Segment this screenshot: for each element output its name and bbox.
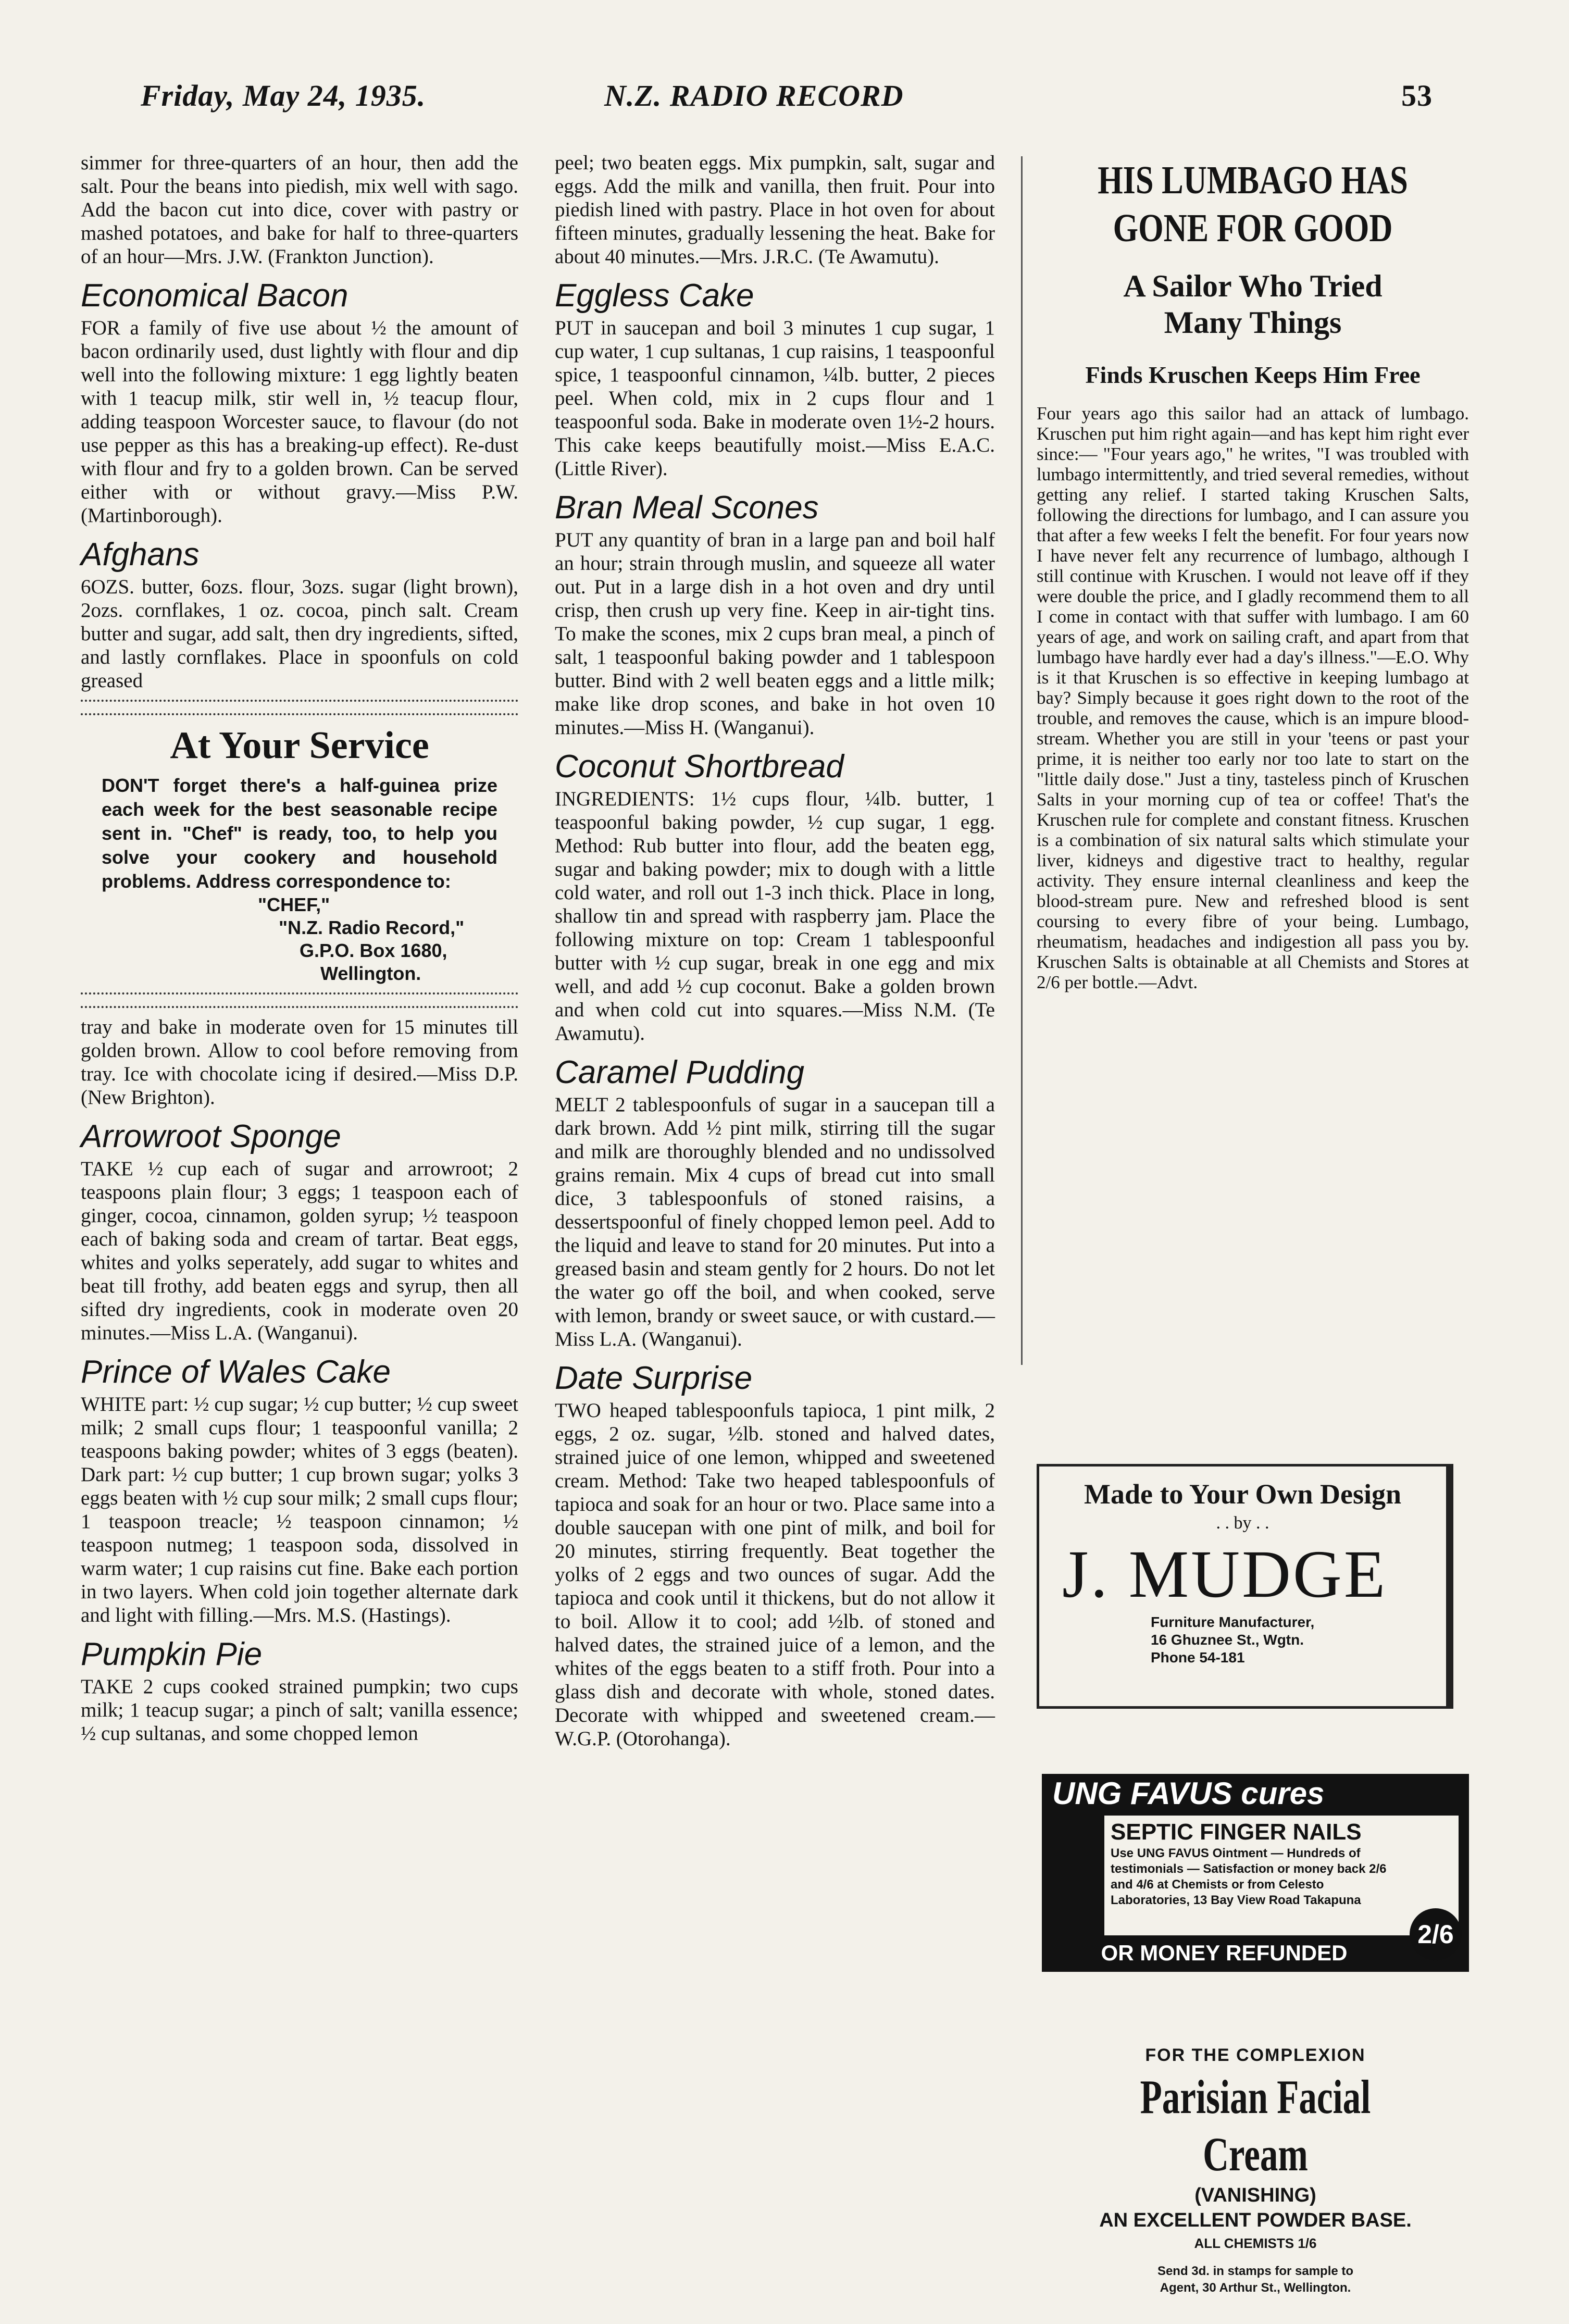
ung-title: UNG FAVUS cures: [1052, 1776, 1325, 1811]
ung-text: Use UNG FAVUS Ointment — Hundreds of testimonials — Satisfaction or money back 2/6 and 4/6 at Chemists or from Celesto Laboratories, 13 Bay View Road Takapuna: [1111, 1846, 1387, 1907]
service-address: [102, 893, 497, 985]
service-title: At Your Service: [170, 724, 429, 767]
recipe-title-prince: Prince of Wales Cake: [81, 1354, 391, 1390]
parisian-name: Parisian Facial Cream: [1140, 2070, 1371, 2181]
recipe-text-eggless: PUT in saucepan and boil 3 minutes 1 cup sugar, 1 cup water, 1 cup sultanas, 1 cup raisins, 1 teaspoonful spice, 1 teaspoonful cinnamon, ¼lb. butter, 2 pieces peel. When cold, mix in 2 cups flour and 1 teaspoonful soda. Bake in moderate oven 1½-2 hours. This cake keeps beautifully moist.—Miss E.A.C. (Little River).: [555, 317, 995, 480]
headline-line: GONE FOR GOOD: [1113, 206, 1393, 250]
mudge-line: Furniture Manufacturer,: [1151, 1614, 1315, 1630]
recipe-title-eggless: Eggless Cake: [555, 278, 754, 314]
mudge-name: J. MUDGE: [1062, 1537, 1388, 1612]
ung-panel: [1104, 1816, 1459, 1949]
mudge-line: 16 Ghuznee St., Wgtn.: [1151, 1632, 1304, 1648]
recipe-text-afghans: 6OZS. butter, 6ozs. flour, 3ozs. sugar (light brown), 2ozs. cornflakes, 1 oz. cocoa, pinch salt. Cream butter and sugar, add salt, then dry ingredients, sifted, and lastly cornflakes. Place in spoonfuls on cold greased: [81, 576, 518, 692]
recipe-title-pumpkin: Pumpkin Pie: [81, 1636, 263, 1672]
service-text: DON'T forget there's a half-guinea prize each week for the best seasonable recipe sent in. "Chef" is ready, too, to help you solve your cookery and household problems. Address correspondence to:: [102, 775, 497, 892]
service-box: [81, 723, 518, 985]
recipe-title-caramel: Caramel Pudding: [555, 1054, 805, 1090]
recipe-title-date: Date Surprise: [555, 1360, 753, 1396]
pumpkin-continued: peel; two beaten eggs. Mix pumpkin, salt, sugar and eggs. Add the milk and vanilla, then fruit. Pour into piedish lined with pastry. Place in hot oven for about fifteen minutes, gradually lessening the heat. Bake for about 40 minutes.—Mrs. J.R.C. (Te Awamutu).: [555, 152, 995, 268]
column-1: [81, 151, 518, 1745]
ung-subtitle: SEPTIC FINGER NAILS: [1111, 1819, 1362, 1845]
parisian-advert: [1042, 2042, 1469, 2295]
bean-recipe-continued: simmer for three-quarters of an hour, then add the salt. Pour the beans into piedish, mix well with sago. Add the bacon cut into dice, cover with pastry or mashed potatoes, and bake for half to three-quarters of an hour—Mrs. J.W. (Frankton Junction).: [81, 152, 518, 268]
recipe-title-bran: Bran Meal Scones: [555, 490, 819, 526]
recipe-title-coconut: Coconut Shortbread: [555, 749, 844, 785]
mudge-advert: [1037, 1464, 1453, 1709]
parisian-send: Send 3d. in stamps for sample to: [1157, 2264, 1354, 2278]
subheadline: Many Things: [1164, 305, 1342, 340]
recipe-text-prince: WHITE part: ½ cup sugar; ½ cup butter; ½ cup sweet milk; 2 small cups flour; 1 teaspoonful vanilla; 2 teaspoons baking powder; whites of 3 eggs (beaten). Dark part: ½ cup butter; 1 cup brown sugar; yolks 3 eggs beaten with ½ cup sour milk; 2 small cups flour; 1 teaspoon treacle; ½ teaspoon cinnamon; ½ teaspoon nutmeg; 1 teaspoon soda, dissolved in warm water; 1 cup raisins cut fine. Bake each portion in two layers. When cold join together alternate dark and light with filling.—Mrs. M.S. (Hastings).: [81, 1393, 518, 1626]
divider: [81, 992, 518, 1008]
address-line: "CHEF,": [258, 894, 330, 915]
headline-line: HIS LUMBAGO HAS: [1098, 158, 1408, 202]
recipe-text-date: TWO heaped tablespoonfuls tapioca, 1 pint milk, 2 eggs, 2 oz. sugar, ½lb. stoned and halved dates, strained juice of one lemon, whipped and sweetened cream. Method: Take two heaped tablespoonfuls of tapioca and soak for an hour or two. Place same into a double saucepan with one pint of milk, and boil for 20 minutes, stirring frequently. Beat together the yolks of 2 eggs and two ounces of sugar. Add the tapioca and cook until it thickens, but do not allow it to boil. Allow it to cool; add ½lb. of stoned and halved dates, the strained juice of a lemon, and the whites of the eggs beaten to a stiff froth. Pour into a glass dish and decorate with whole, stoned dates. Decorate with whipped and sweetened cream.—W.G.P. (Otorohanga).: [555, 1399, 995, 1750]
subheadline: A Sailor Who Tried: [1123, 269, 1383, 303]
mudge-title: Made to Your Own Design: [1084, 1478, 1402, 1510]
ung-price-badge: 2/6: [1410, 1908, 1462, 1960]
column-2: [555, 151, 995, 1750]
afghans-continued: tray and bake in moderate oven for 15 minutes till golden brown. Allow to cool before removing from tray. Ice with chocolate icing if desired.—Miss D.P. (New Brighton).: [81, 1016, 518, 1109]
parisian-send: Agent, 30 Arthur St., Wellington.: [1160, 2281, 1351, 2295]
recipe-title-arrowroot: Arrowroot Sponge: [81, 1118, 341, 1154]
mudge-line: Phone 54-181: [1151, 1649, 1245, 1666]
recipe-title-afghans: Afghans: [81, 537, 200, 573]
ung-footer: OR MONEY REFUNDED: [1101, 1941, 1348, 1965]
recipe-title-bacon: Economical Bacon: [81, 278, 348, 314]
mudge-by: . . by . .: [1216, 1513, 1269, 1533]
address-line: Wellington.: [320, 963, 421, 984]
recipe-text-caramel: MELT 2 tablespoonfuls of sugar in a saucepan till a dark brown. Add ½ pint milk, stirring till the sugar and milk are thoroughly blended and no undissolved grains remain. Mix 4 cups of bread cut into small dice, 3 tablespoonfuls of stoned raisins, a dessertspoonful of finely chopped lemon peel. Add to the liquid and leave to stand for 20 minutes. Put into a greased basin and steam gently for 2 hours. Do not let the water go off the boil, and when cooked, serve with lemon, brandy or sweet sauce, or with custard.—Miss L.A. (Wanganui).: [555, 1093, 995, 1350]
recipe-text-coconut: INGREDIENTS: 1½ cups flour, ¼lb. butter, 1 teaspoonful baking powder, ½ cup sugar, 1 egg. Method: Rub butter into flour, add the beaten egg, sugar and baking powder; mix to dough with a little cold water, and roll out 1-3 inch thick. Place in long, shallow tin and spread with raspberry jam. Place the following mixture on top: Cream 1 tablespoonful butter with ½ cup sugar, break in one egg and mix well, and add ½ cup coconut. Bake a golden brown and when cold cut into squares.—Miss N.M. (Te Awamutu).: [555, 788, 995, 1045]
parisian-for: FOR THE COMPLEXION: [1145, 2045, 1366, 2065]
divider: [81, 700, 518, 715]
mudge-details: [1052, 1613, 1434, 1667]
subheadline: Finds Kruschen Keeps Him Free: [1085, 362, 1421, 388]
header-date: Friday, May 24, 1935.: [141, 79, 426, 113]
recipe-text-arrowroot: TAKE ½ cup each of sugar and arrowroot; 2 teaspoons plain flour; 3 eggs; 1 teaspoon each of ginger, cocoa, cinnamon, golden syrup; ½ teaspoon each of baking soda and cream of tartar. Beat eggs, whites and yolks seperately, add sugar to whites and beat till frothy, add beaten eggs and syrup, then all sifted dry ingredients, cook in moderate oven 20 minutes.—Miss L.A. (Wanganui).: [81, 1158, 518, 1344]
kruschen-body: Four years ago this sailor had an attack of lumbago. Kruschen put him right again—and has kept him right ever since:— "Four years ago," he writes, "I was troubled with lumbago intermittently, and tried several remedies, without getting any relief. I started taking Kruschen Salts, following the directions for lumbago, and I can assure you that after a few weeks I felt the benefit. For four years now I have never felt any recurrence of lumbago, although I still continue with Kruschen. I would not leave off if they were double the price, and I gladly recommend them to all I come in contact with that suffer with lumbago. I am 60 years of age, and work on sailing craft, and apart from that lumbago have hardly ever had a day's illness."—E.O. Why is it that Kruschen is so effective in keeping lumbago at bay? Simply because it goes right down to the root of the trouble, and removes the cause, which is an impure blood-stream. Whether you are still in your 'teens or past your prime, it is neither too early nor too late to start on the "little daily dose." Just a tiny, tasteless pinch of Kruschen Salts in your morning cup of tea or coffee! That's the Kruschen rule for complete and constant fitness. Kruschen is a combination of six natural salts which stimulate your liver, kidneys and digestive tract to healthy, regular activity. They ensure internal cleanliness and keep the blood-stream pure. New and refreshed blood is sent coursing to every fibre of your being. Lumbago, rheumatism, headaches and indigestion all pass you by. Kruschen Salts is obtainable at all Chemists and Stores at 2/6 per bottle.—Advt.: [1037, 403, 1469, 992]
ung-favus-advert: [1042, 1774, 1469, 1972]
parisian-vanishing: (VANISHING): [1194, 2184, 1316, 2206]
recipe-text-bran: PUT any quantity of bran in a large pan and boil half an hour; strain through muslin, and squeeze all water out. Put in a large dish in a hot oven and dry until crisp, then crush up very fine. Keep in air-tight tins. To make the scones, mix 2 cups bran meal, a pinch of salt, 1 teaspoonful baking powder and 1 tablespoon butter. Bind with 2 well beaten eggs and a little milk; make like drop scones, and bake in hot oven 10 minutes.—Miss H. (Wanganui).: [555, 529, 995, 739]
header-page-number: 53: [1401, 79, 1433, 113]
address-line: G.P.O. Box 1680,: [300, 940, 447, 961]
recipe-text-bacon: FOR a family of five use about ½ the amount of bacon ordinarily used, dust lightly with flour and dip well into the following mixture: 1 egg lightly beaten with 1 teacup milk, stir well in, ½ teacup flour, adding teaspoon Worcester sauce, to flavour (do not use pepper as this has a breaking-up effect). Re-dust with flour and fry to a golden brown. Can be served either with or without gravy.—Miss P.W. (Martinborough).: [81, 317, 518, 527]
address-line: "N.Z. Radio Record,": [279, 917, 465, 938]
kruschen-advert: [1037, 156, 1469, 992]
column-rule: [1021, 156, 1023, 1365]
recipe-text-pumpkin: TAKE 2 cups cooked strained pumpkin; two cups milk; 1 teacup sugar; a pinch of salt; vanilla essence; ½ cup sultanas, and some chopped lemon: [81, 1675, 518, 1745]
parisian-base: AN EXCELLENT POWDER BASE.: [1099, 2209, 1412, 2231]
header-publication: N.Z. RADIO RECORD: [604, 79, 904, 113]
parisian-price: ALL CHEMISTS 1/6: [1194, 2235, 1317, 2251]
